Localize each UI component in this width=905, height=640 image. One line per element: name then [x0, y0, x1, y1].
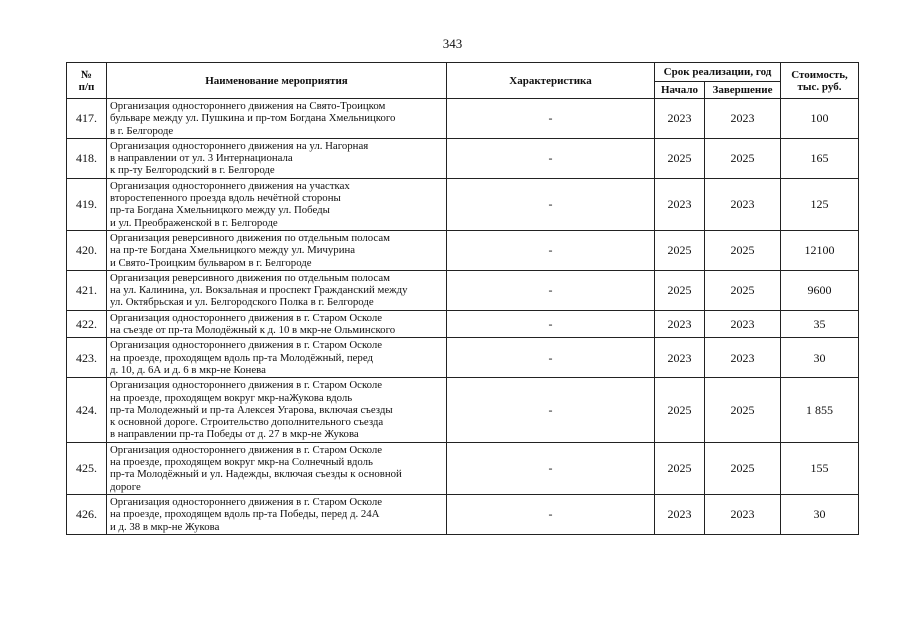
header-cost: Стоимость, тыс. руб.	[781, 63, 859, 99]
row-number: 425.	[67, 442, 107, 494]
page-number: 343	[442, 36, 463, 51]
characteristic: -	[447, 442, 655, 494]
measure-name: Организация одностороннего движения в г. Старом Осколе на проезде, проходящем вокруг мкр-наЖукова вдоль пр-та Молодежный и пр-та Алексея Угарова, включая съезды к основной дороге. Строительство дополнительного съезда в направлении пр-та Победы от д. 27 в мкр-не Жукова	[107, 378, 447, 442]
header-end: Завершение	[705, 82, 781, 99]
measure-name: Организация одностороннего движения в г. Старом Осколе на проезде, проходящем вдоль пр-та Молодёжный, перед д. 10, д. 6А и д. 6 в мкр-не Конева	[107, 338, 447, 378]
cost-value: 1 855	[781, 378, 859, 442]
table-row	[67, 138, 859, 178]
table-row	[67, 442, 859, 494]
characteristic: -	[447, 230, 655, 270]
end-year: 2023	[705, 178, 781, 230]
start-year: 2023	[655, 178, 705, 230]
end-year: 2023	[705, 99, 781, 139]
row-number: 423.	[67, 338, 107, 378]
cost-value: 100	[781, 99, 859, 139]
characteristic: -	[447, 494, 655, 534]
table-row	[67, 494, 859, 534]
table-row	[67, 378, 859, 442]
measures-table	[66, 62, 859, 535]
table-row	[67, 230, 859, 270]
end-year: 2025	[705, 138, 781, 178]
header-characteristic: Характеристика	[447, 63, 655, 99]
cost-value: 125	[781, 178, 859, 230]
start-year: 2025	[655, 378, 705, 442]
end-year: 2023	[705, 338, 781, 378]
cost-value: 30	[781, 338, 859, 378]
cost-value: 12100	[781, 230, 859, 270]
characteristic: -	[447, 270, 655, 310]
characteristic: -	[447, 99, 655, 139]
table-row	[67, 270, 859, 310]
start-year: 2025	[655, 270, 705, 310]
table-body	[67, 99, 859, 535]
row-number: 421.	[67, 270, 107, 310]
table-row	[67, 310, 859, 338]
start-year: 2025	[655, 138, 705, 178]
start-year: 2025	[655, 230, 705, 270]
row-number: 419.	[67, 178, 107, 230]
cost-value: 9600	[781, 270, 859, 310]
row-number: 420.	[67, 230, 107, 270]
cost-value: 155	[781, 442, 859, 494]
start-year: 2023	[655, 494, 705, 534]
characteristic: -	[447, 138, 655, 178]
row-number: 417.	[67, 99, 107, 139]
table-row	[67, 99, 859, 139]
end-year: 2023	[705, 494, 781, 534]
table-row	[67, 338, 859, 378]
measure-name: Организация одностороннего движения в г. Старом Осколе на проезде, проходящем вокруг мкр-на Солнечный вдоль пр-та Молодёжный и ул. Надежды, включая съезды к основной дороге	[107, 442, 447, 494]
cost-value: 30	[781, 494, 859, 534]
header-period: Срок реализации, год	[655, 63, 781, 82]
row-number: 426.	[67, 494, 107, 534]
characteristic: -	[447, 178, 655, 230]
cost-value: 165	[781, 138, 859, 178]
measure-name: Организация одностороннего движения на участках второстепенного проезда вдоль нечётной стороны пр-та Богдана Хмельницкого между ул. Победы и ул. Преображенской в г. Белгороде	[107, 178, 447, 230]
end-year: 2023	[705, 310, 781, 338]
header-num: № п/п	[67, 63, 107, 99]
start-year: 2023	[655, 310, 705, 338]
table-row	[67, 178, 859, 230]
measure-name: Организация одностороннего движения на ул. Нагорная в направлении от ул. 3 Интернационала к пр-ту Белгородский в г. Белгороде	[107, 138, 447, 178]
characteristic: -	[447, 378, 655, 442]
cost-value: 35	[781, 310, 859, 338]
measure-name: Организация одностороннего движения в г. Старом Осколе на съезде от пр-та Молодёжный к д. 10 в мкр-не Ольминского	[107, 310, 447, 338]
characteristic: -	[447, 338, 655, 378]
measure-name: Организация одностороннего движения на Свято-Троицком бульваре между ул. Пушкина и пр-том Богдана Хмельницкого в г. Белгороде	[107, 99, 447, 139]
end-year: 2025	[705, 442, 781, 494]
start-year: 2025	[655, 442, 705, 494]
end-year: 2025	[705, 378, 781, 442]
measure-name: Организация одностороннего движения в г. Старом Осколе на проезде, проходящем вдоль пр-та Победы, перед д. 24А и д. 38 в мкр-не Жукова	[107, 494, 447, 534]
header-start: Начало	[655, 82, 705, 99]
row-number: 424.	[67, 378, 107, 442]
end-year: 2025	[705, 270, 781, 310]
characteristic: -	[447, 310, 655, 338]
measure-name: Организация реверсивного движения по отдельным полосам на ул. Калинина, ул. Вокзальная и проспект Гражданский между ул. Октябрьская и ул. Белгородского Полка в г. Белгороде	[107, 270, 447, 310]
row-number: 422.	[67, 310, 107, 338]
end-year: 2025	[705, 230, 781, 270]
start-year: 2023	[655, 338, 705, 378]
start-year: 2023	[655, 99, 705, 139]
row-number: 418.	[67, 138, 107, 178]
header-name: Наименование мероприятия	[107, 63, 447, 99]
measure-name: Организация реверсивного движения по отдельным полосам на пр-те Богдана Хмельницкого между ул. Мичурина и Свято-Троицким бульваром в г. Белгороде	[107, 230, 447, 270]
